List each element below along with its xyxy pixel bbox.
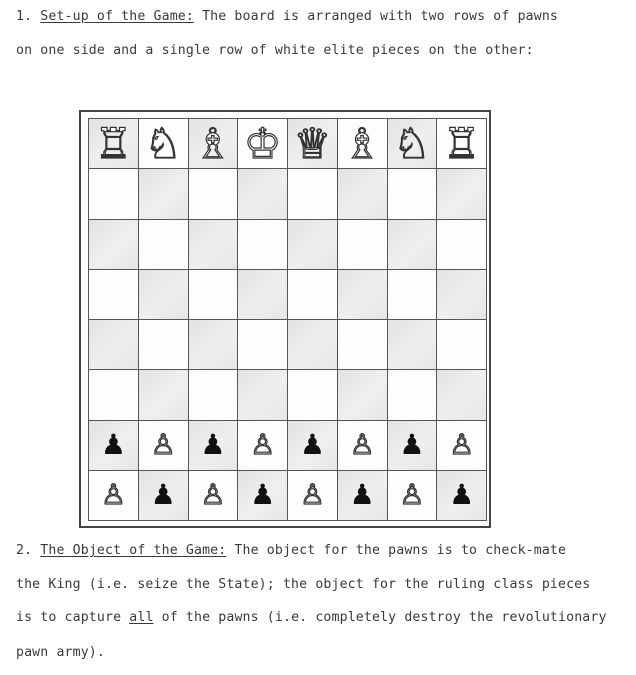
board-square — [139, 169, 189, 219]
white-pawn-icon: ♙ — [299, 478, 325, 512]
black-pawn-icon: ♟ — [299, 428, 325, 462]
section1-line2: on one side and a single row of white elite pieces on the other: — [16, 43, 534, 58]
section2-line4: pawn army). — [16, 645, 105, 660]
black-pawn-icon: ♟ — [349, 478, 375, 512]
board-square — [238, 169, 288, 219]
board-square — [189, 220, 239, 270]
black-pawn-icon: ♟ — [200, 428, 226, 462]
section1-line1-text: The board is arranged with two rows of pawns — [193, 9, 559, 24]
board-square — [238, 320, 288, 370]
white-rook-icon: ♖ — [94, 118, 133, 168]
board-square — [89, 119, 139, 169]
board-square — [338, 471, 388, 521]
board-square — [189, 320, 239, 370]
section1-number: 1. — [16, 9, 33, 24]
board-square — [437, 119, 487, 169]
board-square — [139, 320, 189, 370]
board-square — [288, 119, 338, 169]
board-square — [388, 421, 438, 471]
board-square — [89, 169, 139, 219]
board-square — [437, 169, 487, 219]
board-square — [89, 421, 139, 471]
board-square — [189, 270, 239, 320]
board-square — [338, 421, 388, 471]
board-square — [338, 270, 388, 320]
board-square — [238, 119, 288, 169]
white-knight-icon: ♘ — [393, 118, 431, 168]
board-square — [388, 119, 438, 169]
section2-line2: the King (i.e. seize the State); the object for the ruling class pieces — [16, 577, 591, 592]
white-pawn-icon: ♙ — [349, 428, 375, 462]
board-square — [388, 270, 438, 320]
board-square — [437, 320, 487, 370]
white-bishop-icon: ♗ — [343, 118, 381, 168]
board-square — [238, 370, 288, 420]
section2-number: 2. — [16, 543, 33, 558]
board-square — [139, 421, 189, 471]
board-square — [338, 320, 388, 370]
board-square — [388, 169, 438, 219]
white-knight-icon: ♘ — [144, 118, 182, 168]
board-square — [238, 421, 288, 471]
black-pawn-icon: ♟ — [449, 478, 475, 512]
white-pawn-icon: ♙ — [399, 478, 425, 512]
board-square — [89, 370, 139, 420]
board-square — [189, 370, 239, 420]
board-square — [437, 370, 487, 420]
board-square — [338, 119, 388, 169]
white-pawn-icon: ♙ — [250, 428, 276, 462]
section2-line3 — [16, 610, 607, 626]
board-square — [338, 370, 388, 420]
board-square — [388, 320, 438, 370]
board-square — [139, 370, 189, 420]
board-square — [288, 270, 338, 320]
board-square — [388, 471, 438, 521]
board-square — [238, 220, 288, 270]
white-rook-icon: ♖ — [442, 118, 481, 168]
white-king-icon: ♔ — [243, 118, 282, 168]
white-pawn-icon: ♙ — [100, 478, 126, 512]
board-square — [388, 370, 438, 420]
section2-line1 — [16, 543, 566, 559]
section2-line3-underlined: all — [129, 610, 154, 625]
board-square — [338, 169, 388, 219]
black-pawn-icon: ♟ — [250, 478, 276, 512]
white-pawn-icon: ♙ — [200, 478, 226, 512]
white-bishop-icon: ♗ — [194, 118, 232, 168]
board-square — [89, 270, 139, 320]
black-pawn-icon: ♟ — [150, 478, 176, 512]
board-square — [238, 471, 288, 521]
board-square — [139, 270, 189, 320]
section2-line1-text: The object for the pawns is to check-mate — [226, 543, 567, 558]
board-square — [288, 370, 338, 420]
board-square — [288, 471, 338, 521]
board-square — [338, 220, 388, 270]
board-square — [388, 220, 438, 270]
board-square — [288, 320, 338, 370]
black-pawn-icon: ♟ — [100, 428, 126, 462]
board-square — [437, 220, 487, 270]
board-square — [288, 220, 338, 270]
white-pawn-icon: ♙ — [150, 428, 176, 462]
board-square — [288, 169, 338, 219]
board-square — [437, 421, 487, 471]
section1-heading: Set-up of the Game: — [40, 9, 194, 24]
section2-line3-before: is to capture — [16, 610, 130, 625]
board-square — [437, 471, 487, 521]
white-pawn-icon: ♙ — [449, 428, 475, 462]
board-square — [189, 169, 239, 219]
board-square — [238, 270, 288, 320]
board-square — [89, 220, 139, 270]
board-square — [189, 421, 239, 471]
board-square — [189, 119, 239, 169]
section2-heading: The Object of the Game: — [40, 543, 227, 558]
white-queen-icon: ♕ — [293, 118, 332, 168]
black-pawn-icon: ♟ — [399, 428, 425, 462]
section1-line1 — [16, 9, 558, 25]
board-square — [437, 270, 487, 320]
board-square — [139, 119, 189, 169]
board-square — [189, 471, 239, 521]
board-square — [139, 471, 189, 521]
board-square — [89, 471, 139, 521]
board-square — [89, 320, 139, 370]
board-square — [139, 220, 189, 270]
chess-board — [88, 118, 487, 521]
board-square — [288, 421, 338, 471]
section2-line3-after: of the pawns (i.e. completely destroy the revolutionary — [153, 610, 607, 625]
